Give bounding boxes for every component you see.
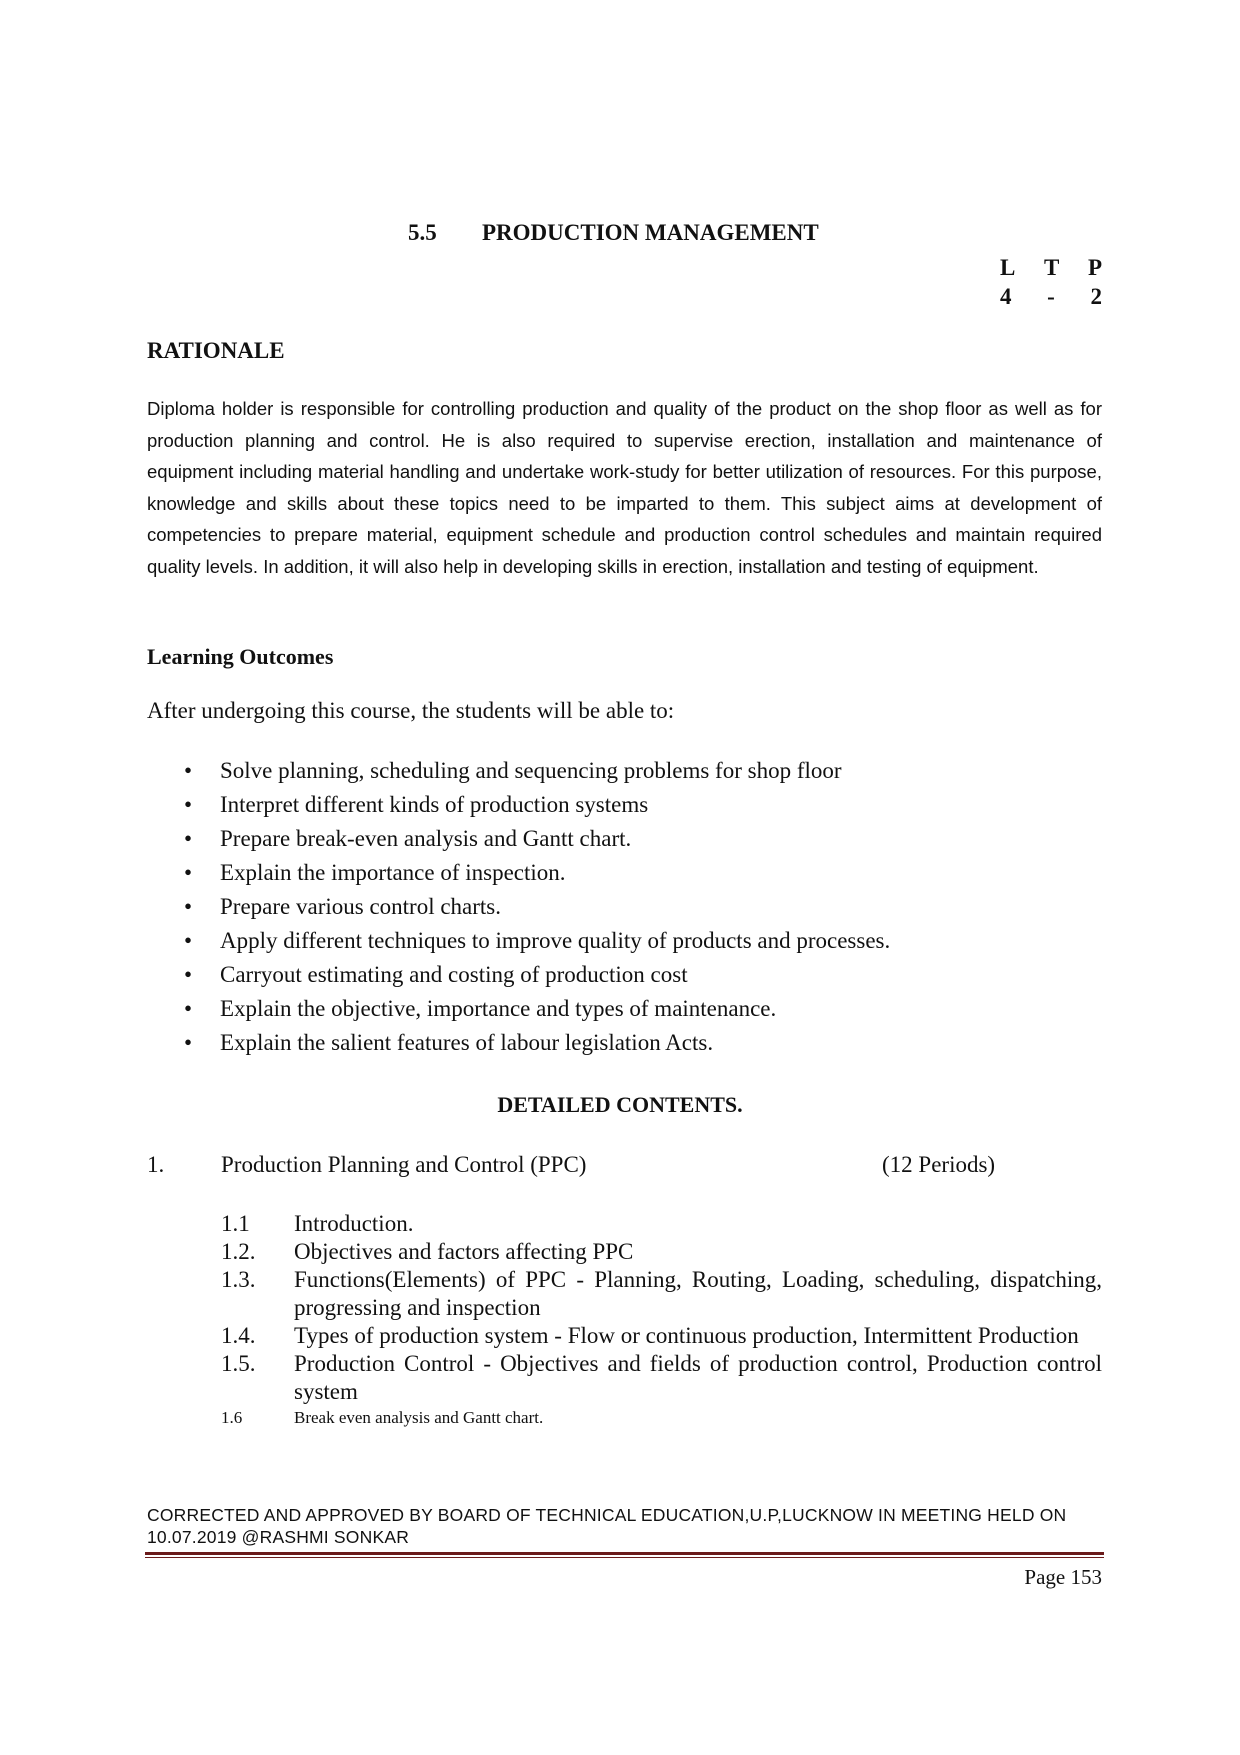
list-item [178, 1026, 890, 1060]
ltp-label-p: P [1087, 255, 1102, 280]
topic-item [221, 1406, 1102, 1430]
learning-outcomes-list [178, 754, 890, 1060]
outcome-text: Explain the importance of inspection. [220, 860, 566, 885]
topic-text: Functions(Elements) of PPC - Planning, Routing, Loading, scheduling, dispatching, progressing and inspection [294, 1267, 1102, 1320]
section-title-text: PRODUCTION MANAGEMENT [482, 220, 819, 245]
bullet-icon: • [183, 996, 193, 1021]
topic-text: Types of production system - Flow or continuous production, Intermittent Production [294, 1323, 1079, 1348]
page-number: Page 153 [1024, 1565, 1102, 1589]
unit-periods: (12 Periods) [882, 1152, 996, 1177]
list-item [178, 924, 890, 958]
topic-item [221, 1350, 1102, 1406]
outcome-text: Explain the objective, importance and types of maintenance. [220, 996, 777, 1021]
outcome-text: Interpret different kinds of production systems [220, 792, 649, 817]
ltp-labels [1000, 255, 1102, 281]
topic-number: 1.2. [221, 1239, 256, 1264]
learning-outcomes-intro: After undergoing this course, the students will be able to: [147, 698, 675, 723]
bullet-icon: • [183, 860, 193, 885]
section-title [408, 220, 819, 246]
ltp-value-p: 2 [1090, 284, 1102, 309]
topic-text: Objectives and factors affecting PPC [294, 1239, 634, 1264]
topic-item [221, 1322, 1102, 1350]
topic-text: Production Control - Objectives and fields of production control, Production control system [294, 1351, 1102, 1404]
outcome-text: Explain the salient features of labour legislation Acts. [220, 1030, 714, 1055]
topic-number: 1.4. [221, 1323, 256, 1348]
ltp-label-l: L [1000, 255, 1016, 280]
bullet-icon: • [183, 928, 193, 953]
bullet-icon: • [183, 1030, 193, 1055]
rationale-heading: RATIONALE [147, 338, 285, 363]
topic-item [221, 1238, 1102, 1266]
list-item [178, 958, 890, 992]
list-item [178, 822, 890, 856]
outcome-text: Carryout estimating and costing of production cost [220, 962, 688, 987]
section-number: 5.5 [408, 220, 437, 245]
learning-outcomes-heading: Learning Outcomes [147, 644, 334, 669]
unit-number: 1. [147, 1152, 165, 1177]
bullet-icon: • [183, 792, 193, 817]
outcome-text: Prepare break-even analysis and Gantt chart. [220, 826, 632, 851]
bullet-icon: • [183, 894, 193, 919]
ltp-values [1000, 284, 1102, 310]
footer-divider-thin [145, 1557, 1104, 1558]
list-item [178, 856, 890, 890]
ltp-value-l: 4 [1000, 284, 1012, 309]
outcome-text: Solve planning, scheduling and sequencing problems for shop floor [220, 758, 842, 783]
list-item [178, 992, 890, 1026]
topic-item [221, 1266, 1102, 1322]
rationale-paragraph: Diploma holder is responsible for controlling production and quality of the product on the shop floor as well as for production planning and control. He is also required to supervise erection, installation and maintenance of equipment including material handling and undertake work-study for better utilization of resources. For this purpose, knowledge and skills about these topics need to be imparted to them. This subject aims at development of competencies to prepare material, equipment schedule and production control schedules and maintain required quality levels. In addition, it will also help in developing skills in erection, installation and testing of equipment. [147, 398, 1102, 577]
topic-number: 1.6 [221, 1408, 243, 1427]
ltp-label-t: T [1043, 255, 1060, 280]
outcome-text: Apply different techniques to improve quality of products and processes. [220, 928, 891, 953]
list-item [178, 754, 890, 788]
topic-number: 1.3. [221, 1267, 256, 1292]
bullet-icon: • [183, 826, 193, 851]
topic-text: Break even analysis and Gantt chart. [294, 1408, 544, 1427]
bullet-icon: • [183, 962, 193, 987]
topic-number: 1.5. [221, 1351, 256, 1376]
list-item [178, 788, 890, 822]
footer-divider [145, 1552, 1104, 1555]
topic-text: Introduction. [294, 1211, 414, 1236]
ltp-value-t: - [1047, 284, 1055, 309]
list-item [178, 890, 890, 924]
topic-item [221, 1210, 1102, 1238]
unit-title: Production Planning and Control (PPC) [221, 1152, 587, 1177]
outcome-text: Prepare various control charts. [220, 894, 502, 919]
topic-number: 1.1 [221, 1211, 250, 1236]
approval-footer: CORRECTED AND APPROVED BY BOARD OF TECHNICAL EDUCATION,U.P,LUCKNOW IN MEETING HELD ON 10.07.2019 @RASHMI SONKAR [147, 1505, 1067, 1547]
bullet-icon: • [183, 758, 193, 783]
topic-list [221, 1210, 1102, 1430]
detailed-contents-heading: DETAILED CONTENTS. [497, 1092, 743, 1117]
